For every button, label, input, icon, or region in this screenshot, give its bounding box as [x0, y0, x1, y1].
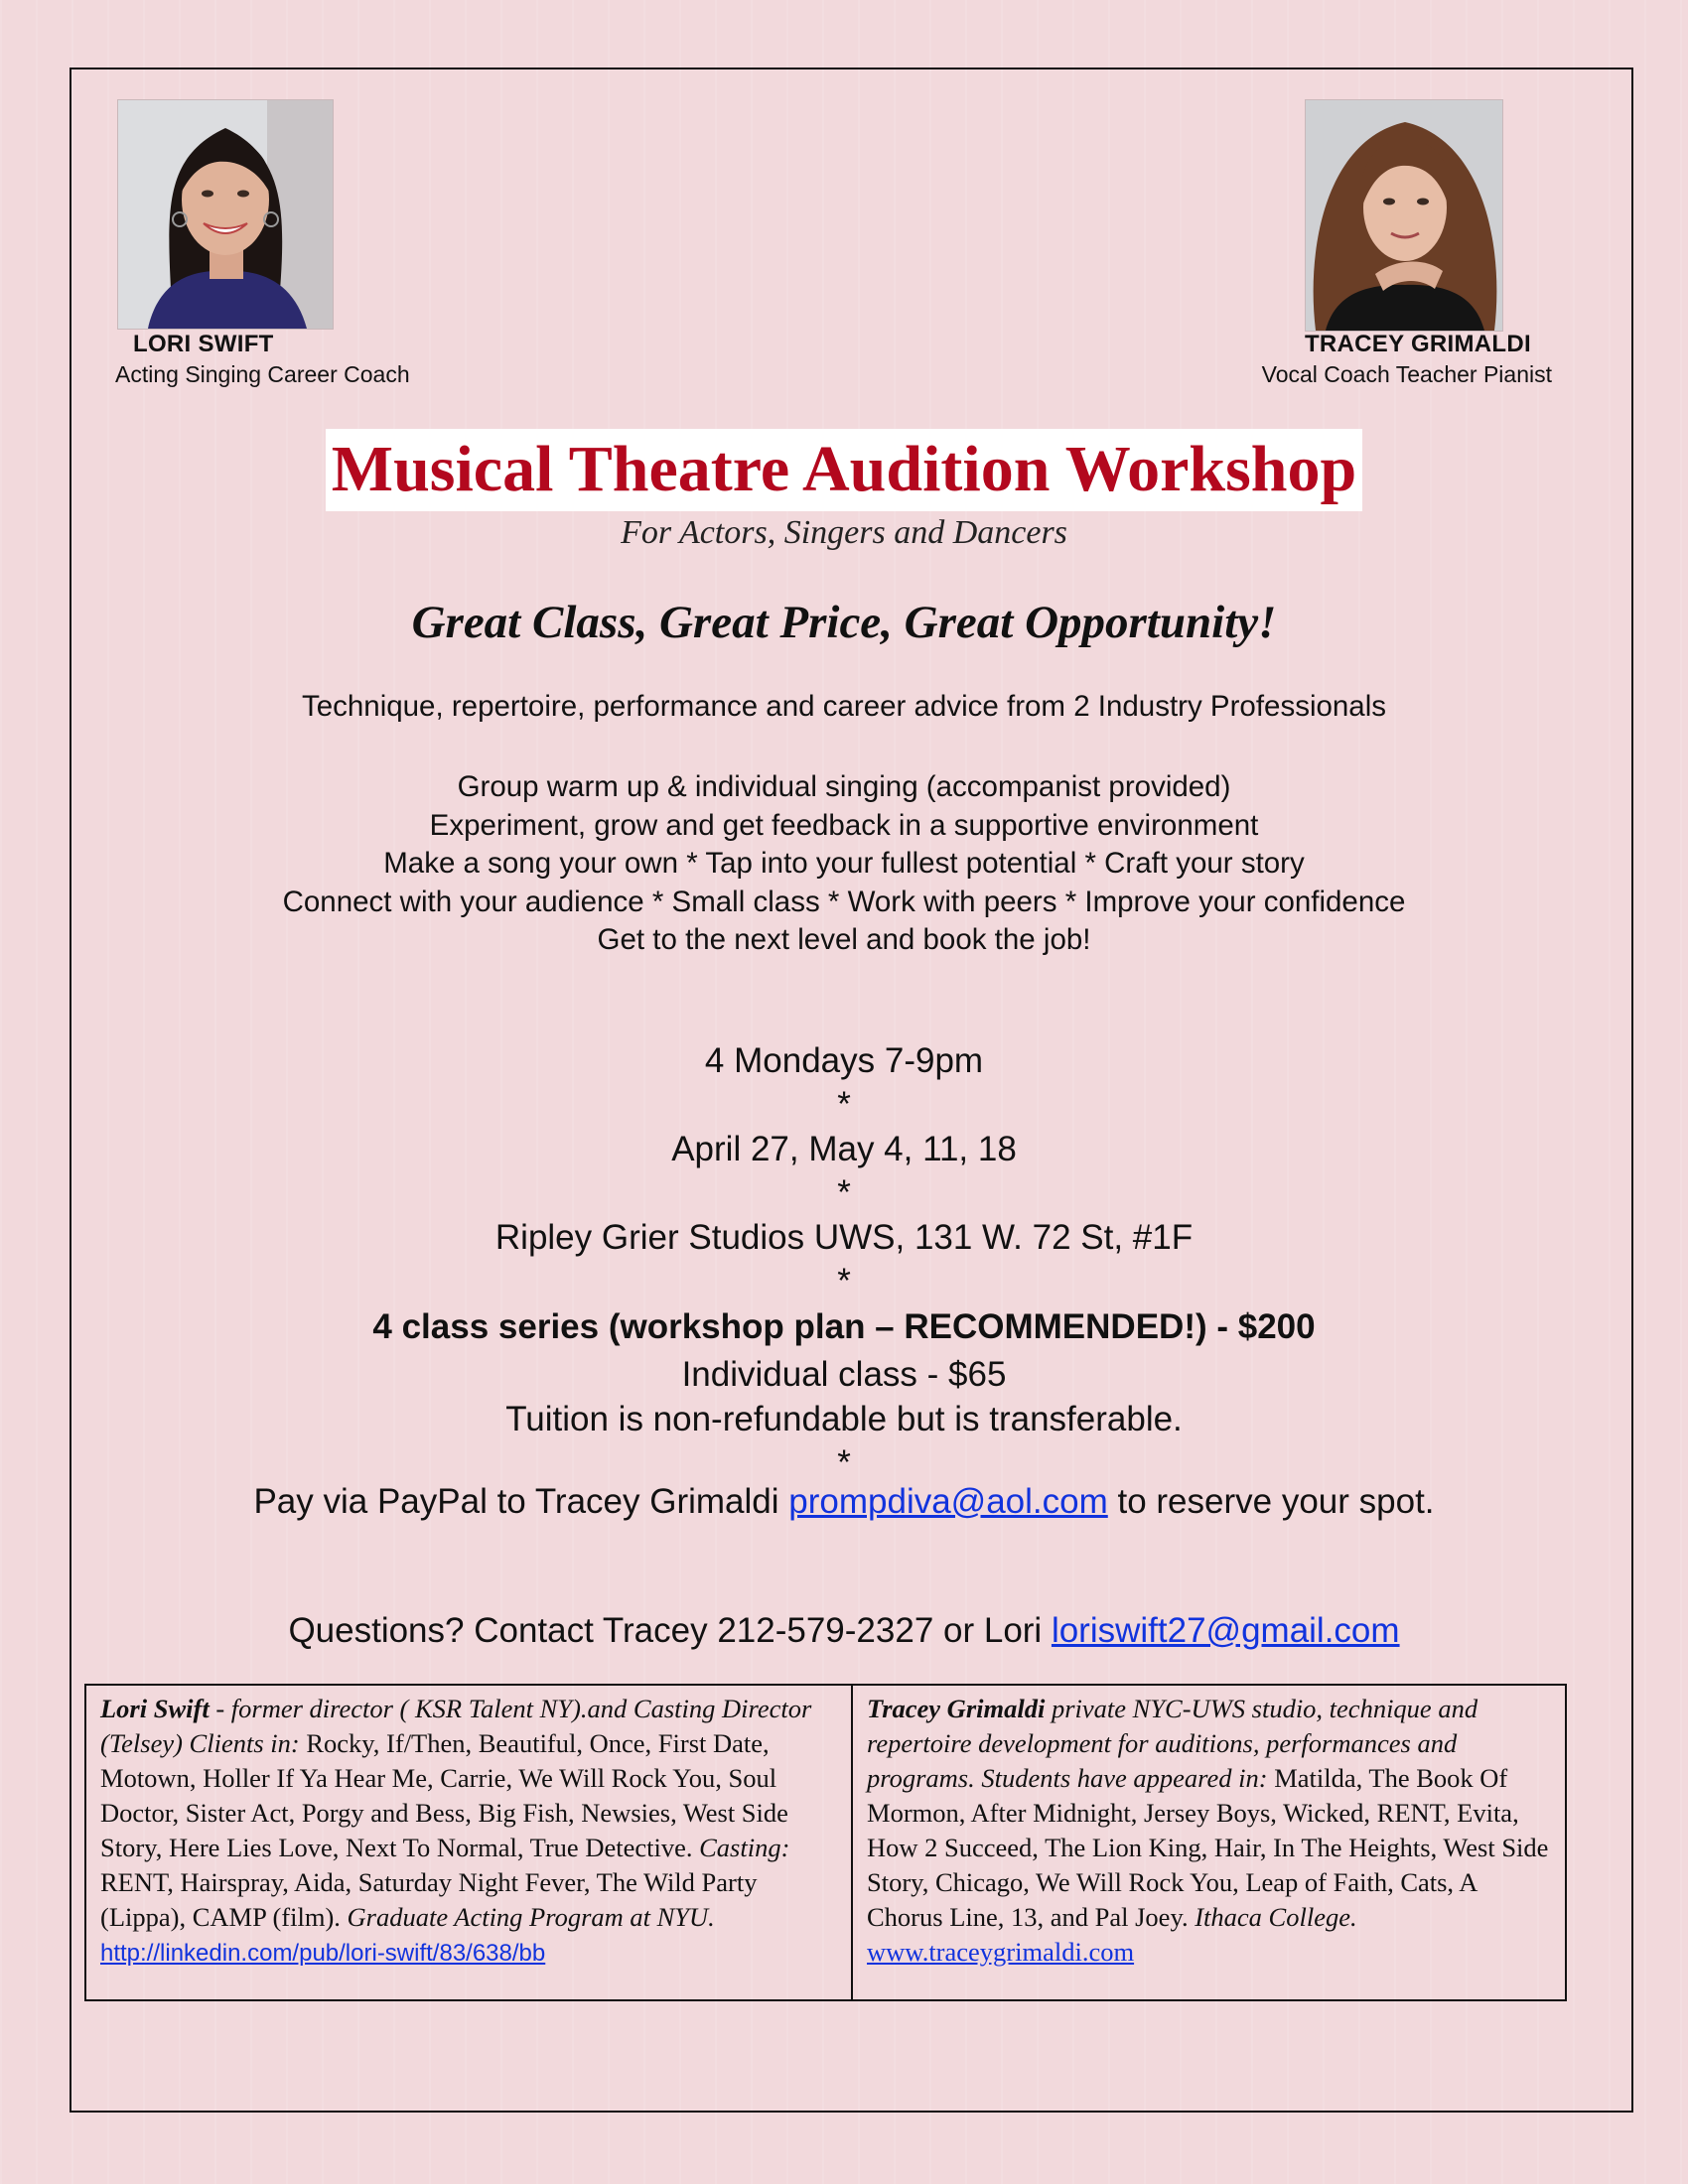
bio-name: Tracey Grimaldi — [867, 1694, 1046, 1723]
bio-casting-label: Casting: — [699, 1833, 790, 1862]
tracey-grimaldi-role: Vocal Coach Teacher Pianist — [1261, 361, 1552, 387]
feature-line: Connect with your audience * Small class * Work with peers * Improve your confidence — [282, 885, 1406, 918]
pricing-block — [0, 1352, 1688, 1485]
contact-prefix: Questions? Contact Tracey 212-579-2327 or Lori — [288, 1611, 1052, 1650]
linkedin-link[interactable]: http://linkedin.com/pub/lori-swift/83/638/bb — [100, 1940, 546, 1967]
feature-list — [0, 768, 1688, 960]
bio-intro: private NYC-UWS studio, technique and repertoire development for auditions, performances and programs. Students have appeared in: — [867, 1694, 1478, 1793]
title-block — [0, 429, 1688, 511]
separator-star: * — [837, 1443, 851, 1482]
tracey-grimaldi-name: TRACEY GRIMALDI — [1304, 331, 1531, 357]
schedule-dates: April 27, May 4, 11, 18 — [671, 1130, 1017, 1168]
bio-credits: Matilda, The Book Of Mormon, After Midnight, Jersey Boys, Wicked, RENT, Evita, How 2 Succeed, The Lion King, Hair, In The Heights, West Side Story, Chicago, We Will Rock You, Leap of Faith, Cats, A Chorus Line, 13, and Pal Joey. — [867, 1763, 1549, 1932]
bio-table — [84, 1684, 1567, 2001]
tracey-grimaldi-bio — [853, 1686, 1565, 1999]
paypal-email-link[interactable]: prompdiva@aol.com — [788, 1482, 1108, 1521]
separator-star: * — [837, 1173, 851, 1212]
tuition-policy: Tuition is non-refundable but is transferable. — [505, 1400, 1183, 1438]
bio-education: Graduate Acting Program at NYU. — [347, 1902, 715, 1932]
schedule-days: 4 Mondays 7-9pm — [704, 1041, 984, 1080]
payment-suffix: to reserve your spot. — [1107, 1482, 1435, 1521]
schedule-location: Ripley Grier Studios UWS, 131 W. 72 St, #1F — [494, 1218, 1194, 1257]
page-title: Musical Theatre Audition Workshop — [326, 429, 1362, 511]
website-link[interactable]: www.traceygrimaldi.com — [867, 1937, 1135, 1967]
tagline: Great Class, Great Price, Great Opportunity! — [411, 597, 1277, 648]
schedule-block — [0, 1038, 1688, 1303]
tracey-grimaldi-photo — [1305, 99, 1503, 332]
feature-line: Get to the next level and book the job! — [597, 923, 1091, 956]
separator-star: * — [837, 1262, 851, 1300]
separator-star: * — [837, 1085, 851, 1124]
lori-swift-photo — [117, 99, 334, 330]
bio-casting: RENT, Hairspray, Aida, Saturday Night Fever, The Wild Party (Lippa), CAMP (film). — [100, 1867, 758, 1932]
bio-education: Ithaca College. — [1195, 1902, 1357, 1932]
intro-text: Technique, repertoire, performance and career advice from 2 Industry Professionals — [301, 690, 1387, 723]
contact-line — [0, 1608, 1688, 1653]
series-price: 4 class series (workshop plan – RECOMMENDED!) - $200 — [372, 1307, 1316, 1346]
bio-name: Lori Swift — [100, 1694, 210, 1723]
payment-line — [0, 1479, 1688, 1524]
individual-price: Individual class - $65 — [681, 1355, 1007, 1394]
lori-email-link[interactable]: loriswift27@gmail.com — [1051, 1611, 1400, 1650]
bio-intro: - former director ( KSR Talent NY).and Casting Director (Telsey) Clients in: — [100, 1694, 812, 1758]
lori-swift-bio — [86, 1686, 853, 1999]
feature-line: Group warm up & individual singing (accompanist provided) — [457, 770, 1231, 803]
bio-clients: Rocky, If/Then, Beautiful, Once, First Date, Motown, Holler If Ya Hear Me, Carrie, We Will Rock You, Soul Doctor, Sister Act, Porgy and Bess, Big Fish, Newsies, West Side Story, Here Lies Love, Next To Normal, True Detective. — [100, 1728, 788, 1862]
subtitle: For Actors, Singers and Dancers — [621, 514, 1067, 551]
lori-swift-role: Acting Singing Career Coach — [115, 361, 410, 387]
lori-swift-name: LORI SWIFT — [133, 331, 274, 357]
feature-line: Experiment, grow and get feedback in a supportive environment — [429, 808, 1259, 842]
payment-prefix: Pay via PayPal to Tracey Grimaldi — [253, 1482, 789, 1521]
feature-line: Make a song your own * Tap into your fullest potential * Craft your story — [383, 847, 1305, 880]
